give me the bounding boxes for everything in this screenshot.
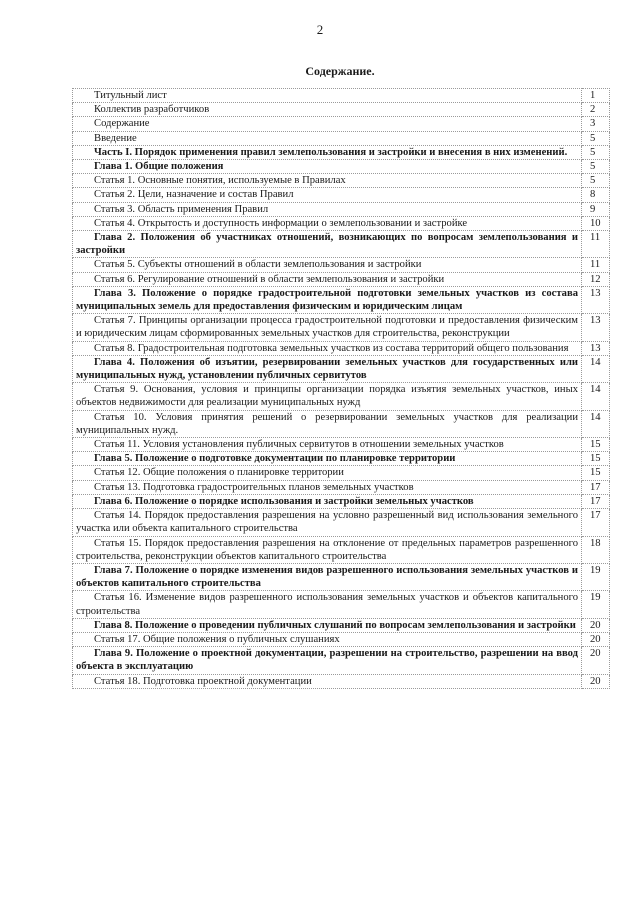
toc-row [73,202,610,216]
toc-entry-page: 13 [582,286,610,313]
toc-row [73,632,610,646]
toc-table [72,88,610,689]
toc-row [73,452,610,466]
toc-entry-title: Статья 1. Основные понятия, используемые в Правилах [73,174,582,188]
toc-entry-page: 5 [582,131,610,145]
toc-entry-title: Глава 6. Положение о порядке использования и застройки земельных участков [73,494,582,508]
toc-entry-page: 14 [582,383,610,410]
toc-entry-title: Статья 14. Порядок предоставления разрешения на условно разрешенный вид использования земельного участка или объекта капитального строительства [73,509,582,536]
toc-entry-page: 19 [582,563,610,590]
toc-entry-page: 12 [582,272,610,286]
toc-entry-title: Статья 6. Регулирование отношений в области землепользования и застройки [73,272,582,286]
toc-entry-title: Статья 3. Область применения Правил [73,202,582,216]
toc-row [73,286,610,313]
toc-row [73,383,610,410]
toc-entry-title: Статья 7. Принципы организации процесса градостроительной подготовки и предоставления физическим и юридическим лицам сформированных земельных участков для строительства, реконструкции [73,314,582,341]
toc-row [73,258,610,272]
toc-entry-title: Глава 8. Положение о проведении публичных слушаний по вопросам землепользования и застройки [73,618,582,632]
toc-entry-title: Статья 17. Общие положения о публичных слушаниях [73,632,582,646]
toc-title: Содержание. [305,64,375,78]
toc-entry-title: Статья 12. Общие положения о планировке территории [73,466,582,480]
toc-entry-page: 14 [582,355,610,382]
toc-row [73,174,610,188]
toc-row [73,231,610,258]
toc-row [73,494,610,508]
toc-entry-title: Глава 1. Общие положения [73,160,582,174]
toc-entry-title: Статья 5. Субъекты отношений в области землепользования и застройки [73,258,582,272]
toc-row [73,466,610,480]
toc-row [73,674,610,688]
toc-entry-page: 8 [582,188,610,202]
toc-row [73,563,610,590]
toc-row [73,103,610,117]
toc-row [73,188,610,202]
toc-entry-title: Статья 18. Подготовка проектной документации [73,674,582,688]
toc-entry-title: Глава 4. Положения об изъятии, резервировании земельных участков для государственных или муниципальных нужд, установлении публичных сервитутов [73,355,582,382]
toc-entry-page: 11 [582,258,610,272]
toc-row [73,410,610,437]
toc-row [73,341,610,355]
toc-entry-title: Статья 13. Подготовка градостроительных планов земельных участков [73,480,582,494]
toc-entry-page: 15 [582,452,610,466]
toc-entry-title: Содержание [73,117,582,131]
toc-entry-page: 3 [582,117,610,131]
toc-entry-page: 15 [582,438,610,452]
toc-row [73,536,610,563]
toc-entry-page: 20 [582,632,610,646]
toc-entry-page: 17 [582,494,610,508]
toc-row [73,509,610,536]
toc-row [73,438,610,452]
toc-entry-page: 15 [582,466,610,480]
toc-entry-page: 19 [582,591,610,618]
toc-entry-page: 17 [582,509,610,536]
toc-entry-page: 2 [582,103,610,117]
toc-entry-title: Глава 2. Положения об участниках отношений, возникающих по вопросам землепользования и застройки [73,231,582,258]
toc-entry-page: 20 [582,618,610,632]
toc-entry-title: Статья 4. Открытость и доступность информации о землепользовании и застройке [73,216,582,230]
toc-entry-title: Статья 11. Условия установления публичных сервитутов в отношении земельных участков [73,438,582,452]
toc-entry-page: 5 [582,160,610,174]
toc-entry-page: 5 [582,174,610,188]
toc-entry-page: 5 [582,145,610,159]
toc-row [73,618,610,632]
toc-entry-page: 17 [582,480,610,494]
toc-row [73,160,610,174]
toc-entry-title: Статья 2. Цели, назначение и состав Правил [73,188,582,202]
toc-row [73,89,610,103]
toc-row [73,591,610,618]
toc-entry-page: 20 [582,647,610,674]
page-number: 2 [316,22,324,37]
toc-row [73,647,610,674]
toc-row [73,355,610,382]
toc-row [73,131,610,145]
toc-entry-title: Глава 9. Положение о проектной документации, разрешении на строительство, разрешении на ввод объекта в эксплуатацию [73,647,582,674]
toc-entry-title: Введение [73,131,582,145]
toc-entry-title: Глава 5. Положение о подготовке документации по планировке территории [73,452,582,466]
toc-row [73,314,610,341]
toc-row [73,272,610,286]
toc-entry-title: Титульный лист [73,89,582,103]
toc-entry-title: Часть I. Порядок применения правил землепользования и застройки и внесения в них изменений. [73,145,582,159]
toc-entry-title: Глава 3. Положение о порядке градостроительной подготовки земельных участков из состава муниципальных земель для предоставления физическим и юридическим лицам [73,286,582,313]
toc-entry-title: Глава 7. Положение о порядке изменения видов разрешенного использования земельных участков и объектов капитального строительства [73,563,582,590]
toc-entry-title: Статья 15. Порядок предоставления разрешения на отклонение от предельных параметров разрешенного строительства, реконструкции объектов капитального строительства [73,536,582,563]
toc-body [73,89,610,689]
toc-entry-title: Статья 9. Основания, условия и принципы организации порядка изъятия земельных участков, иных объектов недвижимости для реализации муниципальных нужд [73,383,582,410]
toc-entry-page: 20 [582,674,610,688]
toc-entry-page: 13 [582,341,610,355]
toc-entry-page: 18 [582,536,610,563]
toc-entry-page: 10 [582,216,610,230]
toc-entry-title: Статья 10. Условия принятия решений о резервировании земельных участков для реализации муниципальных нужд. [73,410,582,437]
toc-entry-title: Статья 8. Градостроительная подготовка земельных участков из состава территорий общего пользования [73,341,582,355]
toc-entry-page: 9 [582,202,610,216]
toc-row [73,117,610,131]
toc-row [73,480,610,494]
toc-row [73,216,610,230]
toc-entry-title: Коллектив разработчиков [73,103,582,117]
toc-row [73,145,610,159]
toc-entry-page: 14 [582,410,610,437]
toc-entry-page: 11 [582,231,610,258]
toc-entry-page: 1 [582,89,610,103]
toc-entry-page: 13 [582,314,610,341]
toc-entry-title: Статья 16. Изменение видов разрешенного использования земельных участков и объектов капитального строительства [73,591,582,618]
